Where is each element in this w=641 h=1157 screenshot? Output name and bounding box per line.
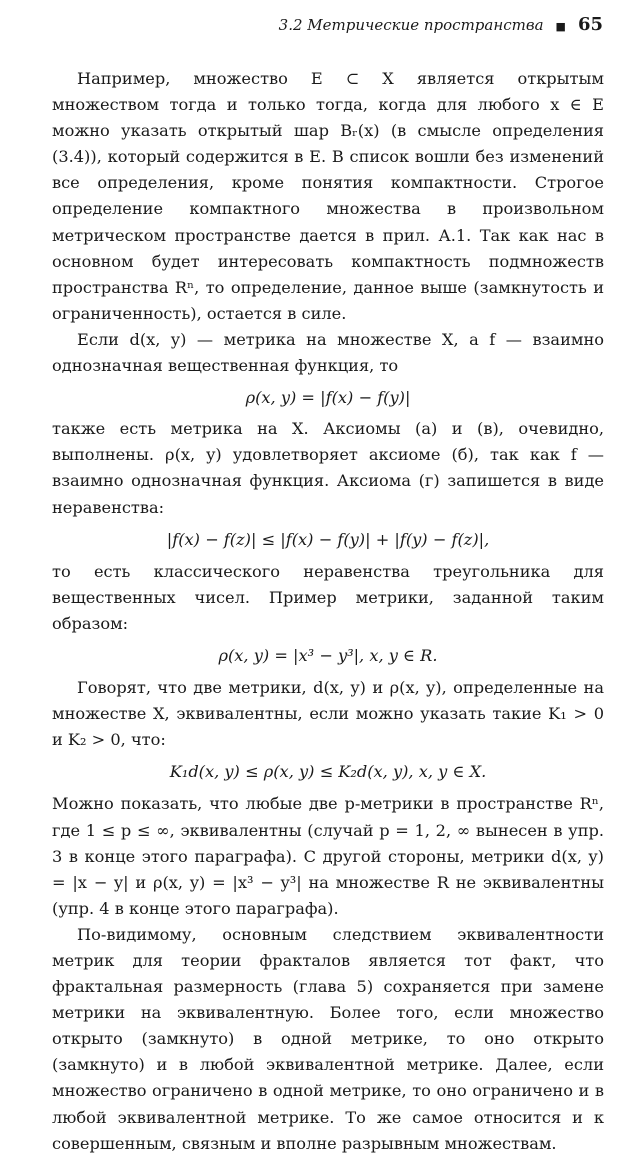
paragraph-triangle: то есть классического неравенства треугольника для вещественных чисел. Пример метрики, заданной таким образом: — [52, 561, 604, 633]
section-title: 3.2 Метрические пространства — [278, 16, 544, 34]
paragraph-equivalent-metrics: Говорят, что две метрики, d(x, y) и ρ(x, y), определенные на множестве X, эквивалентны, если можно указать такие K₁ > 0 и K₂ > 0, что: — [52, 678, 604, 750]
paragraph-p-metrics: Можно показать, что любые две p-метрики в пространстве Rⁿ, где 1 ≤ p ≤ ∞, эквивалентны (случай p = 1, 2, ∞ вынесен в упр. 3 в конце этого параграфа). С другой стороны, метрики d(x, y) = |x − y| и ρ(x, y) = |x³ − y³| на множестве R не эквивалентны (упр. 4 в конце этого параграфа). — [52, 794, 604, 918]
paragraph-axioms: также есть метрика на X. Аксиомы (а) и (в), очевидно, выполнены. ρ(x, y) удовлетворяет аксиоме (б), так как f — взаимно однозначная функция. Аксиома (г) запишется в виде неравенства: — [52, 419, 604, 517]
header-bullet: ■ — [555, 20, 566, 33]
formula-equivalence: K₁d(x, y) ≤ ρ(x, y) ≤ K₂d(x, y), x, y ∈ X. — [169, 762, 487, 782]
body-text — [52, 66, 604, 1157]
formula-cube-metric: ρ(x, y) = |x³ − y³|, x, y ∈ R. — [218, 645, 438, 665]
paragraph-fractal-dimension: По-видимому, основным следствием эквивалентности метрик для теории фракталов является тот факт, что фрактальная размерность (глава 5) сохраняется при замене метрики на эквивалентную. Более того, если множество открыто (замкнуто) в одной метрике, то оно открыто (замкнуто) и в любой эквивалентной метрике. Далее, если множество ограничено в одной метрике, то оно ограничено и в любой эквивалентной метрике. То же самое относится и к совершенным, связным и вполне разрывным множествам. — [52, 924, 604, 1153]
formula-triangle-inequality: |f(x) − f(z)| ≤ |f(x) − f(y)| + |f(y) − f(z)|, — [166, 529, 490, 549]
page-number: 65 — [577, 14, 603, 35]
formula-rho-definition: ρ(x, y) = |f(x) − f(y)| — [245, 388, 411, 408]
paragraph-open-set: Например, множество E ⊂ X является открытым множеством тогда и только тогда, когда для любого x ∈ E можно указать открытый шар Bᵣ(x) (в смысле определения (3.4)), который содержится в E. В список вошли без изменений все определения, кроме понятия компактности. Строгое определение компактного множества в произвольном метрическом пространстве дается в прил. А.1. Так как нас в основном будет интересовать компактность подмножеств пространства Rⁿ, то определение, данное выше (замкнутость и ограниченность), остается в силе. — [52, 69, 604, 323]
running-header — [279, 14, 603, 35]
paragraph-metric-intro: Если d(x, y) — метрика на множестве X, а f — взаимно однозначная вещественная функция, то — [52, 329, 604, 376]
